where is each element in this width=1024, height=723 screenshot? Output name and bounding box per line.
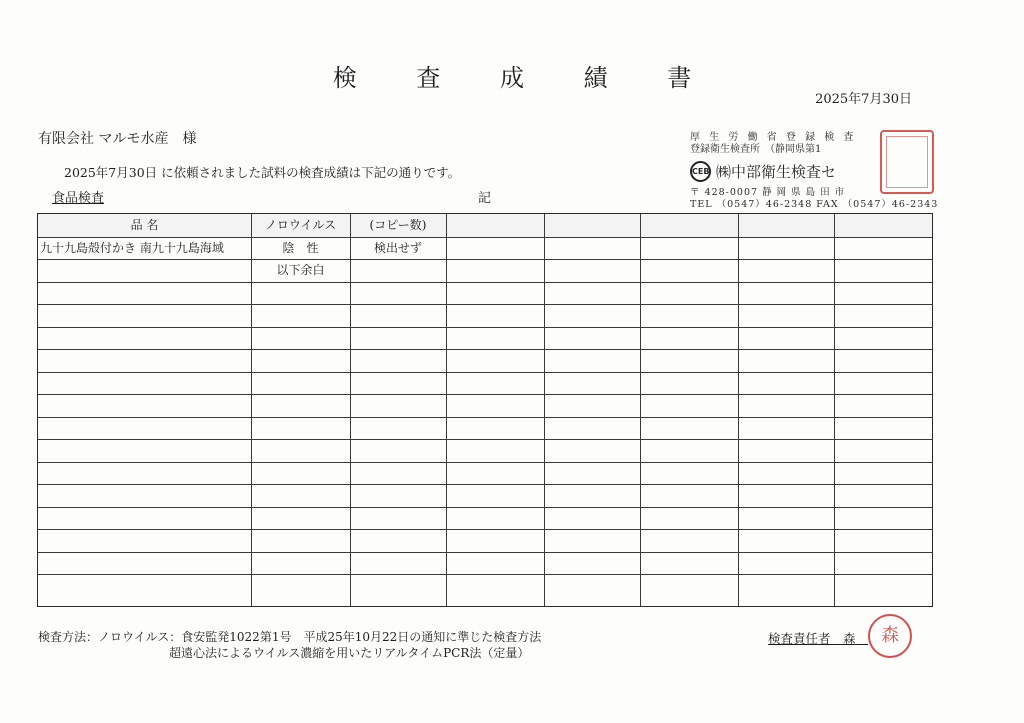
recipient: 有限会社 マルモ水産 様 (38, 131, 197, 147)
grid-row-line (38, 507, 932, 508)
method-line-1: 検査方法：ノロウイルス：食安監発1022第1号 平成25年10月22日の通知に準じた検査方法 (38, 630, 542, 644)
grid-row-line (38, 417, 932, 418)
table-cell: 以下余白 (276, 263, 325, 277)
test-method (38, 629, 541, 661)
lab-logo-icon: CEB (690, 161, 711, 182)
document-title: 検 査 成 績 書 (332, 64, 718, 92)
table-cell: 陰 性 (282, 240, 319, 255)
grid-row-line (38, 259, 932, 260)
grid-row-line (38, 552, 932, 553)
grid-column-line (738, 214, 739, 606)
grid-column-line (834, 214, 835, 606)
grid-row-line (38, 327, 932, 328)
grid-row-line (38, 304, 932, 305)
grid-row-line (38, 394, 932, 395)
issue-date: 2025年7月30日 (815, 92, 912, 107)
table-header-cell: (コピー数) (369, 218, 427, 232)
intro-text: 2025年7月30日 に依頼されました試料の検査成績は下記の通りです。 (64, 165, 461, 180)
ki-mark: 記 (478, 191, 492, 206)
grid-row-line (38, 574, 932, 575)
test-category: 食品検査 (52, 191, 105, 206)
grid-row-line (38, 439, 932, 440)
grid-row-line (38, 529, 932, 530)
grid-row-line (38, 462, 932, 463)
grid-row-line (38, 484, 932, 485)
grid-column-line (350, 214, 351, 606)
table-header-cell: 品 名 (130, 218, 159, 232)
lab-contact: TEL （0547）46-2348 FAX （0547）46-2343 (690, 199, 939, 210)
grid-row-line (38, 349, 932, 350)
table-cell: 九十九島殻付かき 南九十九島海域 (40, 240, 224, 255)
results-table (37, 213, 933, 607)
grid-row-line (38, 372, 932, 373)
lab-address: 〒 428-0007 静 岡 県 島 田 市 (690, 187, 846, 198)
table-header-cell: ノロウイルス (264, 218, 337, 232)
grid-column-line (544, 214, 545, 606)
grid-row-line (38, 282, 932, 283)
grid-column-line (446, 214, 447, 606)
lab-registration-2: 登録衛生検査所 （静岡県第1 (690, 144, 822, 155)
table-cell: 検出せず (373, 240, 422, 255)
company-seal-icon (880, 130, 934, 194)
method-line-2: 超遠心法によるウイルス濃縮を用いたリアルタイムPCR法（定量） (169, 646, 530, 660)
lab-registration-1: 厚 生 労 働 省 登 録 検 査 (690, 132, 857, 143)
responsible-person: 検査責任者 森 (768, 631, 869, 646)
personal-seal-icon: 森 (868, 614, 912, 658)
lab-name: ㈱中部衛生検査セ (716, 162, 837, 181)
grid-column-line (640, 214, 641, 606)
